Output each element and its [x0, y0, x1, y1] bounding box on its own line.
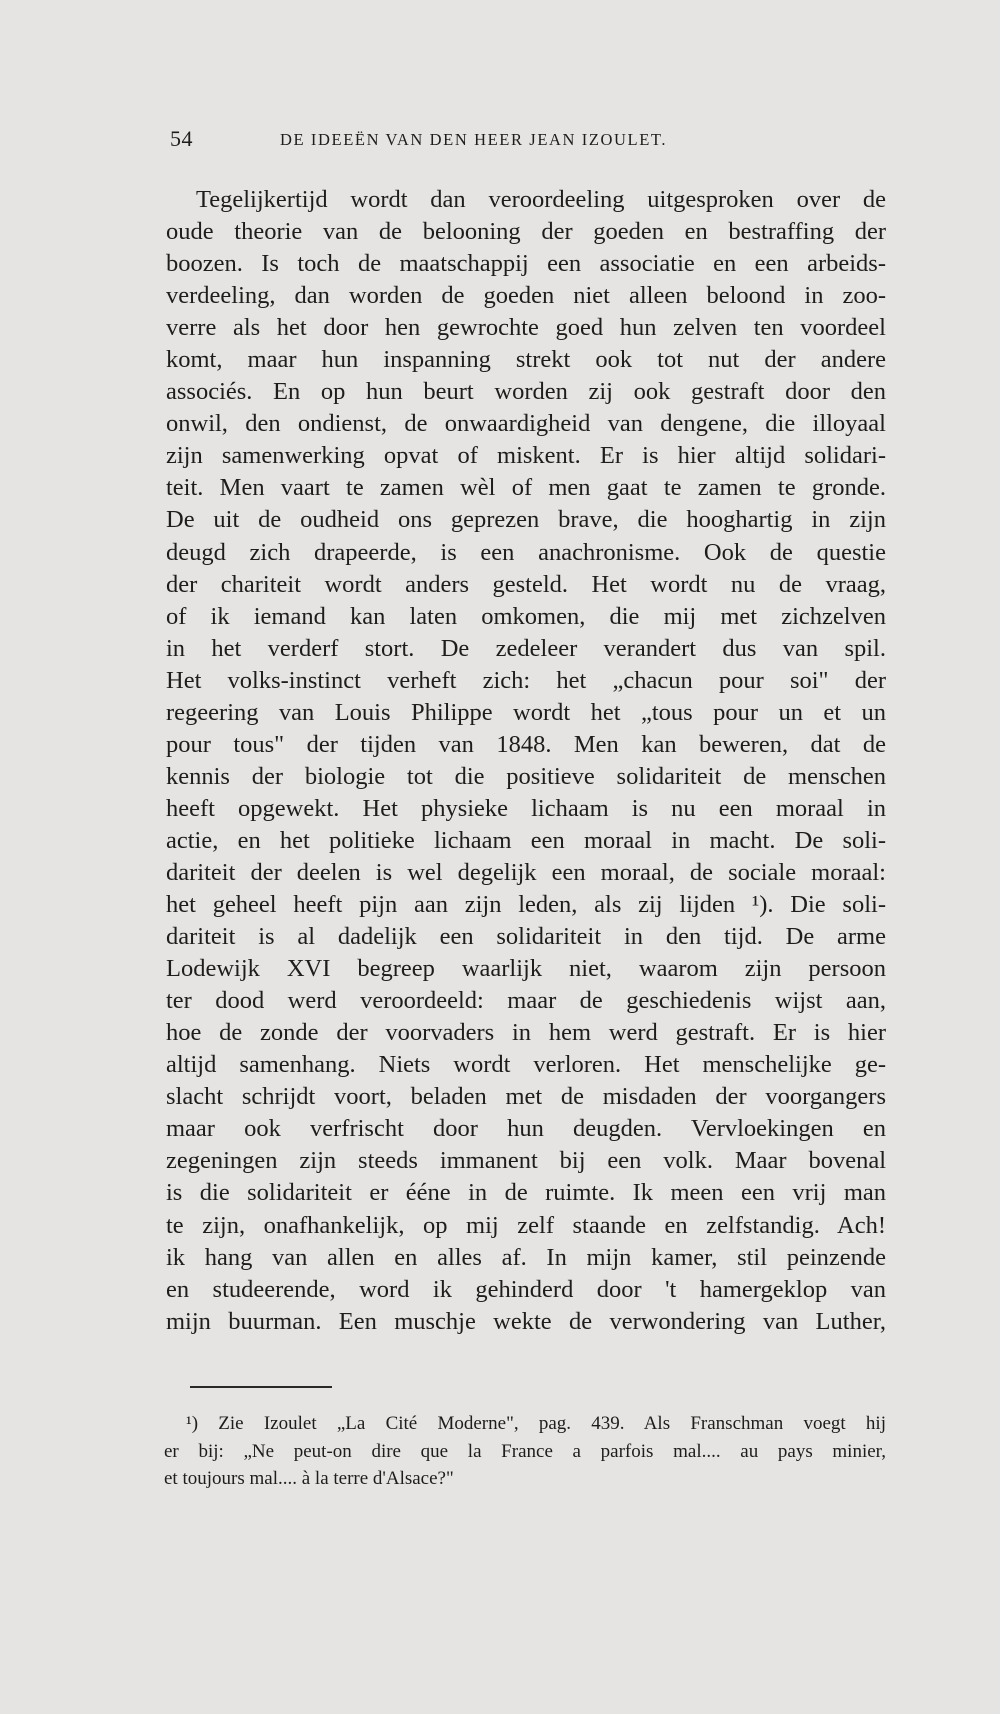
body-line: actie, en het politieke lichaam een moraal in macht. De soli-	[166, 826, 886, 854]
body-line: teit. Men vaart te zamen wèl of men gaat te zamen te gronde.	[166, 474, 886, 502]
body-paragraph	[166, 184, 886, 1338]
body-line: regeering van Louis Philippe wordt het „tous pour un et un	[166, 698, 886, 726]
body-line: ter dood werd veroordeeld: maar de geschiedenis wijst aan,	[166, 987, 886, 1015]
body-line: dariteit is al dadelijk een solidariteit in den tijd. De arme	[166, 923, 886, 951]
body-line: verdeeling, dan worden de goeden niet alleen beloond in zoo-	[166, 282, 886, 310]
body-line: dariteit der deelen is wel degelijk een moraal, de sociale moraal:	[166, 858, 886, 886]
body-line: verre als het door hen gewrochte goed hun zelven ten voordeel	[166, 314, 886, 342]
body-line: hoe de zonde der voorvaders in hem werd gestraft. Er is hier	[166, 1019, 886, 1047]
page-number: 54	[170, 126, 193, 151]
body-line: deugd zich drapeerde, is een anachronisme. Ook de questie	[166, 538, 886, 566]
body-line: Tegelijkertijd wordt dan veroordeeling uitgesproken over de	[196, 186, 886, 213]
body-line: altijd samenhang. Niets wordt verloren. Het menschelijke ge-	[166, 1051, 886, 1079]
body-line: Lodewijk XVI begreep waarlijk niet, waarom zijn persoon	[166, 955, 886, 983]
body-line: is die solidariteit er ééne in de ruimte. Ik meen een vrij man	[166, 1179, 886, 1207]
running-head: DE IDEEËN VAN DEN HEER JEAN IZOULET.	[280, 130, 668, 149]
body-line: heeft opgewekt. Het physieke lichaam is nu een moraal in	[166, 794, 886, 822]
footnote	[164, 1410, 886, 1493]
body-line: pour tous" der tijden van 1848. Men kan beweren, dat de	[166, 730, 886, 758]
body-line: in het verderf stort. De zedeleer verandert dus van spil.	[166, 634, 886, 662]
body-line: zegeningen zijn steeds immanent bij een volk. Maar bovenal	[166, 1147, 886, 1175]
body-line: en studeerende, word ik gehinderd door 't hamergeklop van	[166, 1275, 886, 1303]
body-line: mijn buurman. Een muschje wekte de verwondering van Luther,	[166, 1307, 886, 1335]
footnote-line: er bij: „Ne peut-on dire que la France a parfois mal.... au pays minier,	[164, 1440, 886, 1462]
body-line: onwil, den ondienst, de onwaardigheid van dengene, die illoyaal	[166, 410, 886, 438]
body-line: te zijn, onafhankelijk, op mij zelf staande en zelfstandig. Ach!	[166, 1211, 886, 1239]
body-line: maar ook verfrischt door hun deugden. Vervloekingen en	[166, 1115, 886, 1143]
footnote-divider	[190, 1386, 332, 1388]
body-line: kennis der biologie tot die positieve solidariteit de menschen	[166, 762, 886, 790]
body-line: zijn samenwerking opvat of miskent. Er is hier altijd solidari-	[166, 442, 886, 470]
body-line: komt, maar hun inspanning strekt ook tot nut der andere	[166, 346, 886, 374]
body-line: der chariteit wordt anders gesteld. Het wordt nu de vraag,	[166, 570, 886, 598]
body-line: associés. En op hun beurt worden zij ook gestraft door den	[166, 378, 886, 406]
body-line: ik hang van allen en alles af. In mijn kamer, stil peinzende	[166, 1243, 886, 1271]
page-header	[170, 126, 850, 156]
body-line: slacht schrijdt voort, beladen met de misdaden der voorgangers	[166, 1083, 886, 1111]
body-line: oude theorie van de belooning der goeden en bestraffing der	[166, 218, 886, 246]
body-line: boozen. Is toch de maatschappij een associatie en een arbeids-	[166, 250, 886, 278]
footnote-line: et toujours mal.... à la terre d'Alsace?"	[164, 1468, 454, 1489]
body-line: of ik iemand kan laten omkomen, die mij met zichzelven	[166, 602, 886, 630]
footnote-line: ¹) Zie Izoulet „La Cité Moderne", pag. 439. Als Franschman voegt hij	[186, 1413, 886, 1434]
body-line: De uit de oudheid ons geprezen brave, die hooghartig in zijn	[166, 506, 886, 534]
body-line: Het volks-instinct verheft zich: het „chacun pour soi" der	[166, 666, 886, 694]
body-line: het geheel heeft pijn aan zijn leden, als zij lijden ¹). Die soli-	[166, 891, 886, 919]
